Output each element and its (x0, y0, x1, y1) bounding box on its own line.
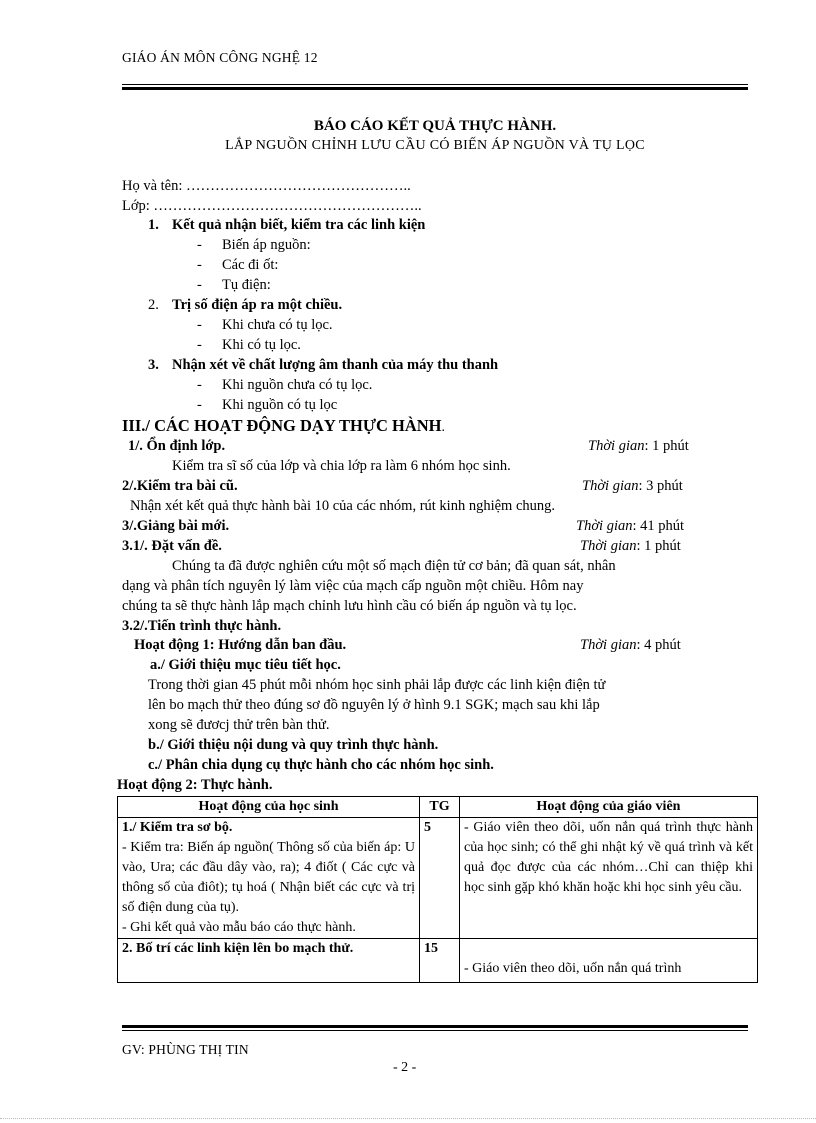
section-3-title: Nhận xét về chất lượng âm thanh của máy thu thanh (172, 357, 499, 373)
section-2-title: Trị số điện áp ra một chiều. (172, 297, 343, 313)
section-1-num: 1. (148, 217, 159, 233)
s2-time (582, 478, 683, 495)
page-bottom-edge (0, 1118, 816, 1119)
section-1-item: Biến áp nguồn: (222, 237, 311, 253)
report-subtitle: LẮP NGUỒN CHỈNH LƯU CẦU CÓ BIẾN ÁP NGUỒN VÀ TỤ LỌC (225, 138, 645, 153)
s1-time (588, 438, 689, 455)
a-title: a./ Giới thiệu mục tiêu tiết học. (150, 657, 341, 673)
row1-tg: 5 (420, 818, 460, 939)
a-line: lên bo mạch thử theo đúng sơ đồ nguyên lý ở hình 9.1 SGK; mạch sau khi lắp (148, 697, 600, 713)
bullet-dash: - (197, 257, 202, 273)
row1-teacher: - Giáo viên theo dõi, uốn nắn quá trình thực hành của học sinh; có thể ghi nhật ký về quá trình và kết quả đọc được của các nhóm…Chỉ can thiệp khi học sinh gặp khó khăn hoặc khi học sinh yêu cầu. (460, 818, 758, 939)
s32-title: 3.2/.Tiến trình thực hành. (122, 618, 282, 634)
row2-student-title: 2. Bố trí các linh kiện lên bo mạch thử. (118, 939, 420, 983)
time-label: Thời gian (580, 538, 637, 554)
time-value: : 4 phút (636, 637, 681, 653)
bullet-dash: - (197, 397, 202, 413)
row1-student-title: 1./ Kiểm tra sơ bộ. (122, 820, 233, 835)
bullet-dash: - (197, 237, 202, 253)
time-value: : 3 phút (638, 478, 683, 494)
bullet-dash: - (197, 377, 202, 393)
row2-tg: 15 (420, 939, 460, 983)
row2-teacher: - Giáo viên theo dõi, uốn nắn quá trình (460, 939, 758, 983)
section-1-item: Các đi ốt: (222, 257, 279, 273)
s31-title: 3.1/. Đặt vấn đề. (122, 538, 222, 554)
section-3-num: 3. (148, 357, 159, 373)
s31-line: chúng ta sẽ thực hành lắp mạch chỉnh lưu hình cầu có biến áp nguồn và tụ lọc. (122, 598, 577, 614)
footer-rule-thick (122, 1025, 748, 1028)
time-value: : 1 phút (644, 438, 689, 454)
table-header-teacher: Hoạt động của giáo viên (460, 797, 758, 818)
table-row (118, 818, 758, 939)
section-3-item: Khi nguồn có tụ lọc (222, 397, 338, 413)
row1-student (118, 818, 420, 939)
bullet-dash: - (197, 317, 202, 333)
activity-table (117, 796, 758, 983)
part3-heading-dot: . (441, 420, 445, 435)
time-label: Thời gian (588, 438, 645, 454)
a-line: Trong thời gian 45 phút mỗi nhóm học sinh phải lắp được các linh kiện điện tử (148, 677, 606, 693)
table-row (118, 939, 758, 983)
name-line: Họ và tên: ……………………………………….. (122, 178, 411, 194)
bullet-dash: - (197, 277, 202, 293)
part3-heading: III./ CÁC HOẠT ĐỘNG DẠY THỰC HÀNH (122, 416, 442, 435)
table-header-row (118, 797, 758, 818)
s2-text: Nhận xét kết quả thực hành bài 10 của các nhóm, rút kinh nghiệm chung. (130, 498, 556, 514)
s3-time (576, 518, 684, 535)
header-title: GIÁO ÁN MÔN CÔNG NGHỆ 12 (122, 50, 318, 65)
row1-student-text: - Kiểm tra: Biến áp nguồn( Thông số của biến áp: U vào, Ura; các đầu dây vào, ra); 4 điốt ( Các cực và thông số của điôt); tụ hoá ( Nhận biết các cực và trị số điện dung của tụ). (122, 840, 415, 915)
s31-line: Chúng ta đã được nghiên cứu một số mạch điện tử cơ bản; đã quan sát, nhân (172, 558, 616, 574)
hd1-time (580, 637, 681, 654)
header-rule-thin (122, 84, 748, 85)
b-title: b./ Giới thiệu nội dung và quy trình thực hành. (148, 737, 439, 753)
s1-title: 1/. Ổn định lớp. (128, 438, 226, 454)
header-rule-thick (122, 87, 748, 90)
hd2-title: Hoạt động 2: Thực hành. (117, 777, 273, 793)
section-1-item: Tụ điện: (222, 277, 271, 293)
time-label: Thời gian (582, 478, 639, 494)
section-3-item: Khi nguồn chưa có tụ lọc. (222, 377, 373, 393)
c-title: c./ Phân chia dụng cụ thực hành cho các nhóm học sinh. (148, 757, 494, 773)
s2-title: 2/.Kiểm tra bài cũ. (122, 478, 238, 494)
row1-student-text: - Ghi kết quả vào mẫu báo cáo thực hành. (122, 920, 356, 935)
hd1-title: Hoạt động 1: Hướng dẫn ban đầu. (134, 637, 347, 653)
report-title: BÁO CÁO KẾT QUẢ THỰC HÀNH. (313, 118, 557, 134)
s3-title: 3/.Giảng bài mới. (122, 518, 230, 534)
a-line: xong sẽ đươcj thử trên bàn thử. (148, 717, 330, 733)
table-header-student: Hoạt động của học sinh (118, 797, 420, 818)
s1-text: Kiểm tra sĩ số của lớp và chia lớp ra làm 6 nhóm học sinh. (172, 458, 511, 474)
section-2-item: Khi chưa có tụ lọc. (222, 317, 333, 333)
s31-time (580, 538, 681, 555)
page-number: - 2 - (393, 1060, 417, 1075)
bullet-dash: - (197, 337, 202, 353)
section-1-title: Kết quả nhận biết, kiểm tra các linh kiện (172, 217, 426, 233)
time-label: Thời gian (580, 637, 637, 653)
footer-author: GV: PHÙNG THỊ TIN (122, 1042, 249, 1057)
footer-rule-thin (122, 1030, 748, 1031)
s31-line: dạng và phân tích nguyên lý làm việc của mạch cấp nguồn một chiều. Hôm nay (122, 578, 584, 594)
time-label: Thời gian (576, 518, 633, 534)
class-line: Lớp: ……………………………………………….. (122, 198, 422, 214)
table-header-tg: TG (420, 797, 460, 818)
time-value: : 41 phút (632, 518, 685, 534)
section-2-item: Khi có tụ lọc. (222, 337, 301, 353)
section-2-num: 2. (148, 297, 159, 313)
time-value: : 1 phút (636, 538, 681, 554)
